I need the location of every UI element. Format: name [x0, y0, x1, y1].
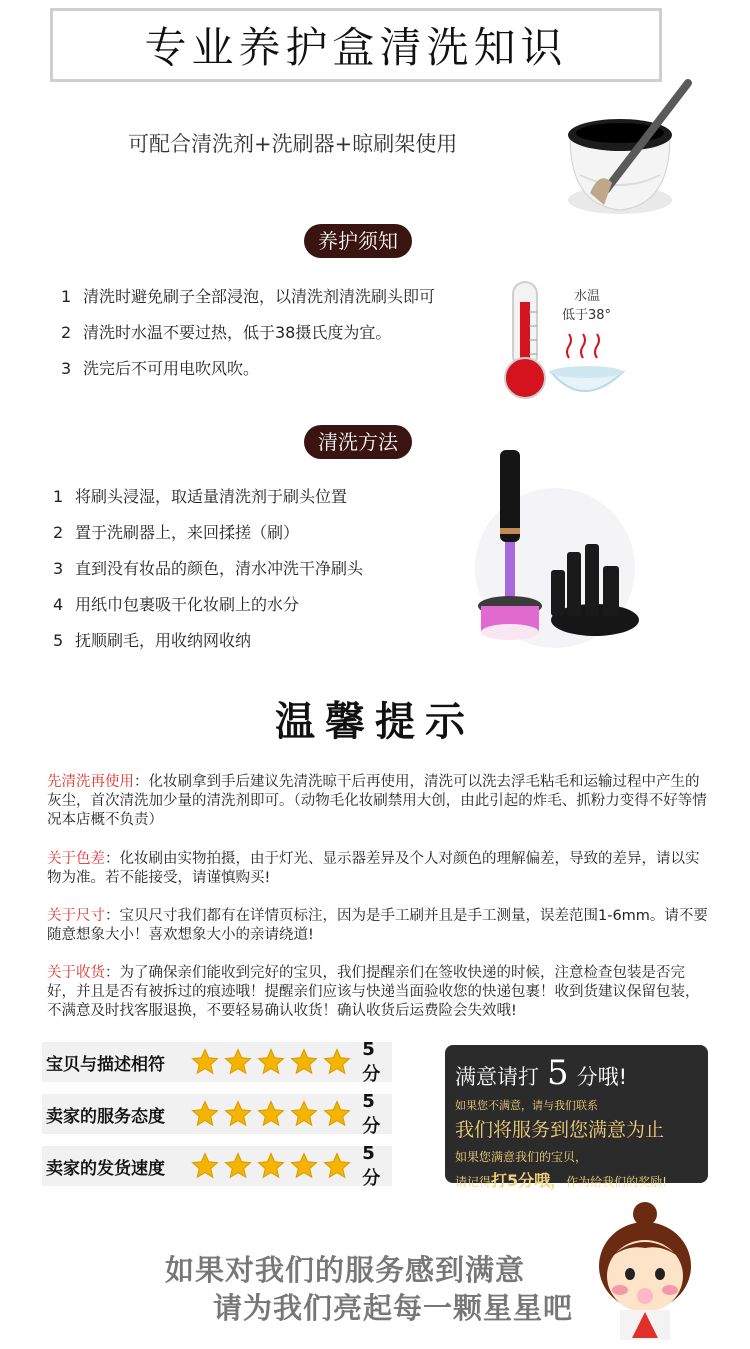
star-icon	[190, 1151, 220, 1181]
star-group	[190, 1151, 352, 1181]
care-step-text: 清洗时水温不要过热，低于38摄氏度为宜。	[83, 323, 392, 342]
tip-label: 关于色差	[47, 851, 105, 867]
star-icon	[223, 1099, 253, 1129]
method-step	[53, 556, 363, 579]
care-step	[61, 356, 259, 379]
footer-line-1: 如果对我们的服务感到满意	[165, 1253, 526, 1287]
care-step-text: 清洗时避免刷子全部浸泡，以清洗剂清洗刷头即可	[83, 287, 436, 306]
care-badge: 养护须知	[304, 224, 412, 258]
method-step-number: 5	[53, 631, 64, 650]
care-step-number: 2	[61, 323, 72, 342]
water-temp-label: 水温	[574, 289, 601, 304]
water-temp-limit-label: 低于38°	[562, 308, 612, 323]
star-group	[190, 1047, 352, 1077]
method-step	[53, 592, 299, 615]
care-step-number: 1	[61, 287, 72, 306]
star-icon	[322, 1151, 352, 1181]
promo-heading-number: 5	[547, 1053, 569, 1093]
method-step	[53, 628, 251, 651]
tip-paragraph	[47, 907, 712, 945]
star-group	[190, 1099, 352, 1129]
page-title: 专业养护盒清洗知识	[144, 23, 568, 72]
rating-score: 5分	[362, 1038, 381, 1085]
tips-title: 温馨提示	[275, 699, 475, 745]
care-step-number: 3	[61, 359, 72, 378]
star-icon	[322, 1099, 352, 1129]
footer-line-2: 请为我们亮起每一颗星星吧	[213, 1291, 574, 1325]
method-step-text: 将刷头浸湿，取适量清洗剂于刷头位置	[75, 487, 348, 506]
rating-score: 5分	[362, 1142, 381, 1189]
rating-label: 宝贝与描述相符	[46, 1054, 165, 1075]
tip-text: ：宝贝尺寸我们都有在详情页标注，因为是手工刷并且是手工测量，误差范围1-6mm。请不要随意想象大小！喜欢想象大小的亲请绕道!	[47, 908, 708, 943]
care-step	[61, 320, 391, 343]
method-step	[53, 520, 299, 543]
method-step-number: 3	[53, 559, 64, 578]
method-step-number: 2	[53, 523, 64, 542]
tip-text: ：为了确保亲们能收到完好的宝贝，我们提醒亲们在签收快递的时候，注意检查包装是否完好，并且是否有被拆过的痕迹哦！提醒亲们应该与快递当面验收您的快递包裹！收到货建议保留包装，不满意及时找客服退换，不要轻易确认收货！确认收货后运费险会失效哦!	[47, 965, 700, 1019]
star-icon	[223, 1151, 253, 1181]
cartoon-girl-image	[590, 1200, 700, 1340]
promo-line-reward	[455, 1168, 698, 1191]
method-step-text: 直到没有妆品的颜色，清水冲洗干净刷头	[75, 559, 364, 578]
star-icon	[322, 1047, 352, 1077]
cleaning-bowl-brush-image	[560, 75, 700, 225]
method-step-text: 用纸巾包裹吸干化妆刷上的水分	[75, 595, 300, 614]
star-icon	[289, 1099, 319, 1129]
tip-paragraph	[47, 850, 712, 888]
tip-label: 关于尺寸	[47, 908, 105, 924]
method-step-text: 置于洗刷器上，来回揉搓（刷）	[75, 523, 300, 542]
tip-label: 先清洗再使用	[47, 774, 134, 790]
tip-text: ：化妆刷拿到手后建议先清洗晾干后再使用，清洗可以洗去浮毛粘毛和运输过程中产生的灰尘，首次清洗加少量的清洗剂即可。（动物毛化妆刷禁用大创，由此引起的炸毛、抓粉力变得不好等情况本店概不负责）	[47, 774, 707, 828]
method-step-number: 1	[53, 487, 64, 506]
promo-line-contact: 如果您不满意，请与我们联系	[455, 1099, 598, 1112]
promo-line-satisfied: 如果您满意我们的宝贝，	[455, 1150, 588, 1164]
rating-row-description	[42, 1038, 392, 1085]
method-badge: 清洗方法	[304, 425, 412, 459]
care-step	[61, 284, 435, 307]
star-icon	[190, 1099, 220, 1129]
star-icon	[223, 1047, 253, 1077]
promo-heading	[455, 1053, 698, 1093]
star-icon	[256, 1151, 286, 1181]
promo-heading-post: 分哦!	[576, 1065, 628, 1089]
method-step-text: 抚顺刷毛，用收纳网收纳	[75, 631, 252, 650]
brush-cleaner-device-image	[445, 448, 645, 648]
header-frame	[50, 8, 662, 82]
promo-reward-post: 作为给我们的奖励!	[566, 1175, 667, 1189]
tip-paragraph	[47, 773, 712, 830]
method-step-number: 4	[53, 595, 64, 614]
thermometer-icon	[495, 278, 635, 408]
usage-text: 可配合清洗剂+洗刷器+晾刷架使用	[128, 132, 458, 156]
star-icon	[256, 1047, 286, 1077]
tip-label: 关于收货	[47, 965, 105, 981]
tip-paragraph	[47, 964, 712, 1021]
star-icon	[289, 1047, 319, 1077]
promo-reward-pre: 请记得	[455, 1175, 492, 1189]
rating-label: 卖家的服务态度	[46, 1106, 165, 1127]
star-icon	[190, 1047, 220, 1077]
promo-heading-pre: 满意请打	[455, 1065, 539, 1089]
tip-text: ：化妆刷由实物拍摄，由于灯光、显示器差异及个人对颜色的理解偏差，导致的差异，请以实物为准。若不能接受，请谨慎购买!	[47, 851, 700, 886]
rating-score: 5分	[362, 1090, 381, 1137]
rating-row-service	[42, 1090, 392, 1137]
star-icon	[256, 1099, 286, 1129]
method-step	[53, 484, 347, 507]
care-step-text: 洗完后不可用电吹风吹。	[83, 359, 260, 378]
rating-label: 卖家的发货速度	[46, 1158, 165, 1179]
rating-row-shipping	[42, 1142, 392, 1189]
promo-box	[445, 1045, 708, 1190]
promo-line-service: 我们将服务到您满意为止	[455, 1119, 665, 1141]
promo-reward-strong: 打5分哦，	[491, 1171, 567, 1190]
star-icon	[289, 1151, 319, 1181]
